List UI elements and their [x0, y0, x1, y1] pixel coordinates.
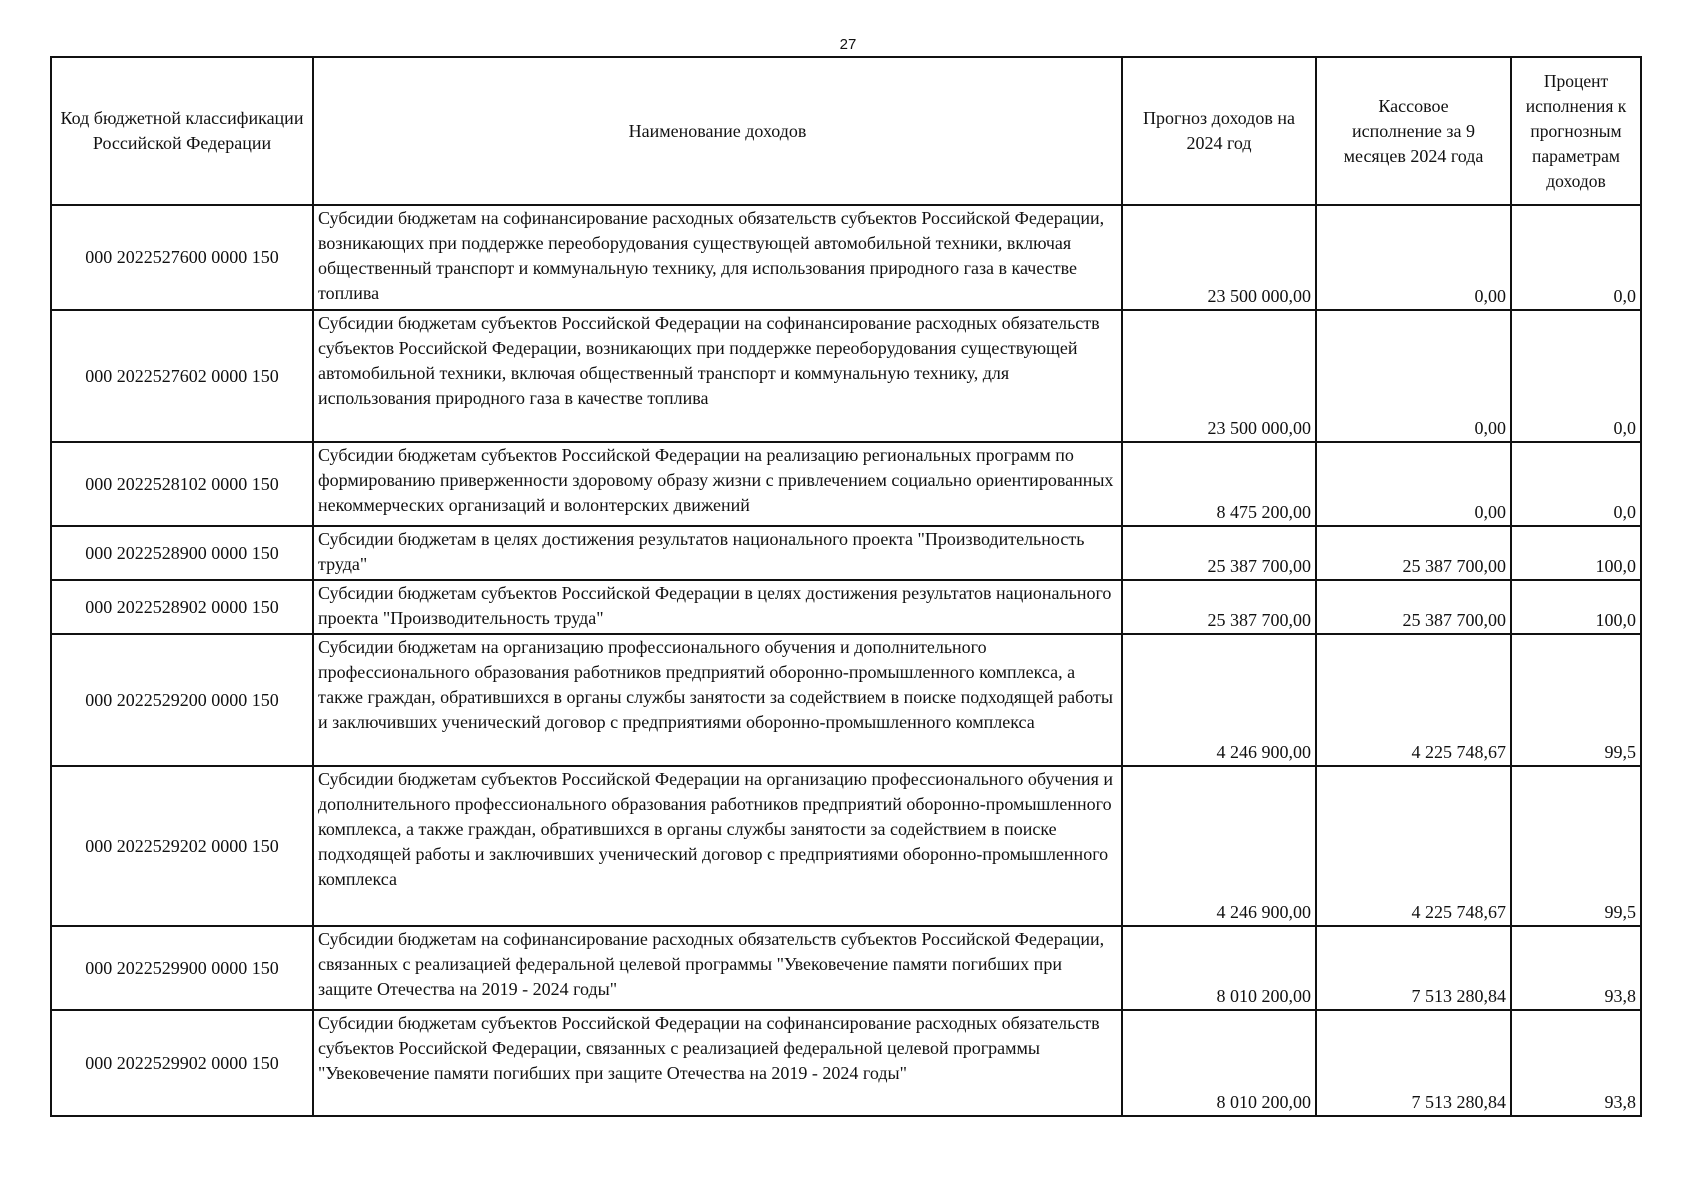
header-code: Код бюджетной классификации Российской Федерации — [51, 57, 313, 205]
row-name: Субсидии бюджетам субъектов Российской Федерации в целях достижения результатов национального проекта "Производительность труда" — [313, 580, 1122, 634]
row-percent: 100,0 — [1511, 526, 1641, 580]
row-forecast: 25 387 700,00 — [1122, 526, 1316, 580]
row-percent: 0,0 — [1511, 442, 1641, 526]
row-code: 000 2022528902 0000 150 — [51, 580, 313, 634]
row-percent: 0,0 — [1511, 205, 1641, 310]
table-row — [51, 205, 1641, 310]
row-forecast: 4 246 900,00 — [1122, 634, 1316, 766]
table-row — [51, 634, 1641, 766]
row-forecast: 8 010 200,00 — [1122, 926, 1316, 1010]
header-name: Наименование доходов — [313, 57, 1122, 205]
row-execution: 4 225 748,67 — [1316, 766, 1511, 926]
row-execution: 25 387 700,00 — [1316, 526, 1511, 580]
page-number: 27 — [839, 36, 857, 53]
table-row — [51, 310, 1641, 442]
table-row — [51, 442, 1641, 526]
row-execution: 7 513 280,84 — [1316, 1010, 1511, 1116]
row-forecast: 25 387 700,00 — [1122, 580, 1316, 634]
row-execution: 0,00 — [1316, 442, 1511, 526]
header-percent: Процент исполнения к прогнозным параметрам доходов — [1511, 57, 1641, 205]
row-code: 000 2022529202 0000 150 — [51, 766, 313, 926]
row-forecast: 23 500 000,00 — [1122, 310, 1316, 442]
table-row — [51, 926, 1641, 1010]
row-code: 000 2022527600 0000 150 — [51, 205, 313, 310]
row-percent: 99,5 — [1511, 634, 1641, 766]
header-execution: Кассовое исполнение за 9 месяцев 2024 года — [1316, 57, 1511, 205]
row-forecast: 4 246 900,00 — [1122, 766, 1316, 926]
row-name: Субсидии бюджетам на софинансирование расходных обязательств субъектов Российской Федерации, возникающих при поддержке переоборудования существующей автомобильной техники, включая общественный транспорт и коммунальную технику, для использования природного газа в качестве топлива — [313, 205, 1122, 310]
row-code: 000 2022527602 0000 150 — [51, 310, 313, 442]
row-forecast: 23 500 000,00 — [1122, 205, 1316, 310]
row-code: 000 2022528900 0000 150 — [51, 526, 313, 580]
row-name: Субсидии бюджетам субъектов Российской Федерации на организацию профессионального обучения и дополнительного профессионального образования работников предприятий оборонно-промышленного комплекса, а также граждан, обратившихся в органы службы занятости за содействием в поиске подходящей работы и заключивших ученический договор с предприятиями оборонно-промышленного комплекса — [313, 766, 1122, 926]
row-name: Субсидии бюджетам субъектов Российской Федерации на софинансирование расходных обязательств субъектов Российской Федерации, связанных с реализацией федеральной целевой программы "Увековечение памяти погибших при защите Отечества на 2019 - 2024 годы" — [313, 1010, 1122, 1116]
row-percent: 99,5 — [1511, 766, 1641, 926]
row-name: Субсидии бюджетам субъектов Российской Федерации на реализацию региональных программ по формированию приверженности здоровому образу жизни с привлечением социально ориентированных некоммерческих организаций и волонтерских движений — [313, 442, 1122, 526]
row-name: Субсидии бюджетам на организацию профессионального обучения и дополнительного профессионального образования работников предприятий оборонно-промышленного комплекса, а также граждан, обратившихся в органы службы занятости за содействием в поиске подходящей работы и заключивших ученический договор с предприятиями оборонно-промышленного комплекса — [313, 634, 1122, 766]
row-execution: 7 513 280,84 — [1316, 926, 1511, 1010]
row-name: Субсидии бюджетам субъектов Российской Федерации на софинансирование расходных обязательств субъектов Российской Федерации, возникающих при поддержке переоборудования существующей автомобильной техники, включая общественный транспорт и коммунальную технику, для использования природного газа в качестве топлива — [313, 310, 1122, 442]
table-row — [51, 526, 1641, 580]
row-code: 000 2022529902 0000 150 — [51, 1010, 313, 1116]
table-row — [51, 766, 1641, 926]
row-percent: 93,8 — [1511, 926, 1641, 1010]
row-name: Субсидии бюджетам на софинансирование расходных обязательств субъектов Российской Федерации, связанных с реализацией федеральной целевой программы "Увековечение памяти погибших при защите Отечества на 2019 - 2024 годы" — [313, 926, 1122, 1010]
row-percent: 93,8 — [1511, 1010, 1641, 1116]
table-row — [51, 1010, 1641, 1116]
row-execution: 4 225 748,67 — [1316, 634, 1511, 766]
row-code: 000 2022529900 0000 150 — [51, 926, 313, 1010]
row-execution: 0,00 — [1316, 205, 1511, 310]
row-name: Субсидии бюджетам в целях достижения результатов национального проекта "Производительность труда" — [313, 526, 1122, 580]
header-row — [51, 57, 1641, 205]
row-code: 000 2022529200 0000 150 — [51, 634, 313, 766]
row-execution: 25 387 700,00 — [1316, 580, 1511, 634]
row-percent: 100,0 — [1511, 580, 1641, 634]
row-execution: 0,00 — [1316, 310, 1511, 442]
row-percent: 0,0 — [1511, 310, 1641, 442]
header-forecast: Прогноз доходов на 2024 год — [1122, 57, 1316, 205]
revenue-table — [50, 56, 1642, 1117]
row-forecast: 8 010 200,00 — [1122, 1010, 1316, 1116]
table-row — [51, 580, 1641, 634]
row-forecast: 8 475 200,00 — [1122, 442, 1316, 526]
row-code: 000 2022528102 0000 150 — [51, 442, 313, 526]
